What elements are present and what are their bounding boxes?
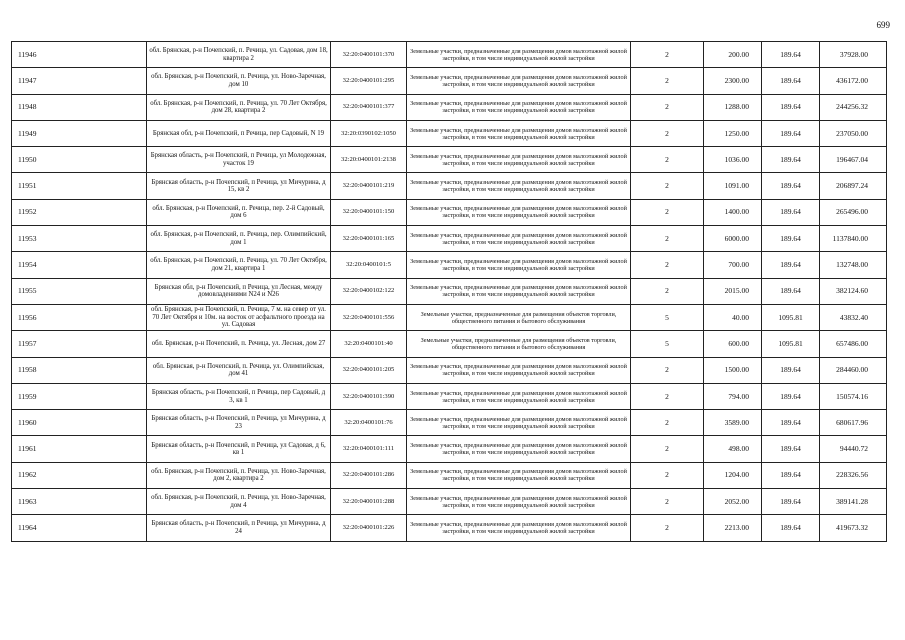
specific-value-cell: 189.64 — [762, 278, 820, 304]
specific-value-cell: 189.64 — [762, 515, 820, 541]
cadastral-value-cell: 436172.00 — [820, 68, 887, 94]
cadastral-number-cell: 32:20:0400101:219 — [331, 173, 407, 199]
area-cell: 498.00 — [704, 436, 762, 462]
specific-value-cell: 1095.81 — [762, 331, 820, 357]
group-cell: 2 — [631, 94, 704, 120]
cadastral-value-cell: 244256.32 — [820, 94, 887, 120]
cadastral-value-cell: 196467.04 — [820, 147, 887, 173]
cadastral-value-cell: 206897.24 — [820, 173, 887, 199]
area-cell: 2300.00 — [704, 68, 762, 94]
cadastral-number-cell: 32:20:0400101:5 — [331, 252, 407, 278]
table-row — [12, 278, 887, 304]
cadastral-value-cell: 680617.96 — [820, 410, 887, 436]
row-number: 11946 — [12, 42, 147, 68]
specific-value-cell: 189.64 — [762, 410, 820, 436]
land-use-cell: Земельные участки, предназначенные для размещения домов малоэтажной жилой застройки, в том числе индивидуальной жилой застройки — [407, 147, 631, 173]
specific-value-cell: 189.64 — [762, 489, 820, 515]
table-row — [12, 120, 887, 146]
land-use-cell: Земельные участки, предназначенные для размещения домов малоэтажной жилой застройки, в том числе индивидуальной жилой застройки — [407, 173, 631, 199]
cadastral-number-cell: 32:20:0400101:556 — [331, 304, 407, 330]
cadastral-value-cell: 237050.00 — [820, 120, 887, 146]
table-row — [12, 410, 887, 436]
address-cell: обл. Брянская, р-н Почепский, п. Речица, пер. Олимпийский, дом 1 — [147, 226, 331, 252]
address-cell: Брянская область, р-н Почепский, п Речица, ул Садовая, д 6, кв 1 — [147, 436, 331, 462]
group-cell: 2 — [631, 173, 704, 199]
cadastral-value-cell: 284460.00 — [820, 357, 887, 383]
cadastral-value-cell: 43832.40 — [820, 304, 887, 330]
address-cell: обл. Брянская, р-н Почепский, п. Речица, 7 м. на север от ул. 70 Лет Октября и 10м. на восток от асфальтного проезда на ул. Садовая — [147, 304, 331, 330]
group-cell: 2 — [631, 489, 704, 515]
row-number: 11950 — [12, 147, 147, 173]
cadastral-number-cell: 32:20:0400101:370 — [331, 42, 407, 68]
table-row — [12, 383, 887, 409]
group-cell: 5 — [631, 331, 704, 357]
specific-value-cell: 189.64 — [762, 42, 820, 68]
cadastral-number-cell: 32:20:0400101:165 — [331, 226, 407, 252]
group-cell: 2 — [631, 515, 704, 541]
specific-value-cell: 189.64 — [762, 173, 820, 199]
area-cell: 1204.00 — [704, 462, 762, 488]
area-cell: 3589.00 — [704, 410, 762, 436]
area-cell: 700.00 — [704, 252, 762, 278]
address-cell: Брянская область, р-н Почепский, п Речица, ул Мичурина, д 23 — [147, 410, 331, 436]
cadastral-value-cell: 389141.28 — [820, 489, 887, 515]
address-cell: обл. Брянская, р-н Почепский, п. Речица, ул. 70 Лет Октября, дом 28, квартира 2 — [147, 94, 331, 120]
area-cell: 2052.00 — [704, 489, 762, 515]
land-use-cell: Земельные участки, предназначенные для размещения домов малоэтажной жилой застройки, в том числе индивидуальной жилой застройки — [407, 94, 631, 120]
table-row — [12, 42, 887, 68]
specific-value-cell: 189.64 — [762, 383, 820, 409]
land-use-cell: Земельные участки, предназначенные для размещения домов малоэтажной жилой застройки, в том числе индивидуальной жилой застройки — [407, 252, 631, 278]
address-cell: обл. Брянская, р-н Почепский, п. Речица, ул. Олимпийская, дом 41 — [147, 357, 331, 383]
group-cell: 2 — [631, 462, 704, 488]
area-cell: 1288.00 — [704, 94, 762, 120]
specific-value-cell: 189.64 — [762, 252, 820, 278]
cadastral-value-cell: 419673.32 — [820, 515, 887, 541]
address-cell: Брянская область, р-н Почепский, п Речица, пер Садовый, д 3, кв 1 — [147, 383, 331, 409]
specific-value-cell: 189.64 — [762, 462, 820, 488]
row-number: 11959 — [12, 383, 147, 409]
address-cell: обл. Брянская, р-н Почепский, п. Речица, ул. Садовая, дом 18, квартира 2 — [147, 42, 331, 68]
row-number: 11963 — [12, 489, 147, 515]
cadastral-value-cell: 1137840.00 — [820, 226, 887, 252]
group-cell: 2 — [631, 42, 704, 68]
cadastral-number-cell: 32:20:0400102:122 — [331, 278, 407, 304]
land-use-cell: Земельные участки, предназначенные для размещения домов малоэтажной жилой застройки, в том числе индивидуальной жилой застройки — [407, 226, 631, 252]
row-number: 11947 — [12, 68, 147, 94]
land-use-cell: Земельные участки, предназначенные для размещения домов малоэтажной жилой застройки, в том числе индивидуальной жилой застройки — [407, 199, 631, 225]
cadastral-number-cell: 32:20:0400101:2138 — [331, 147, 407, 173]
row-number: 11949 — [12, 120, 147, 146]
cadastral-number-cell: 32:20:0400101:390 — [331, 383, 407, 409]
group-cell: 2 — [631, 357, 704, 383]
address-cell: обл. Брянская, р-н Почепский, п. Речица, ул. Ново-Заречная, дом 10 — [147, 68, 331, 94]
row-number: 11954 — [12, 252, 147, 278]
group-cell: 2 — [631, 68, 704, 94]
group-cell: 2 — [631, 252, 704, 278]
group-cell: 2 — [631, 410, 704, 436]
group-cell: 2 — [631, 383, 704, 409]
page-number: 699 — [876, 20, 890, 30]
row-number: 11964 — [12, 515, 147, 541]
area-cell: 1500.00 — [704, 357, 762, 383]
table-body — [12, 42, 887, 542]
address-cell: обл. Брянская, р-н Почепский, п. Речица, ул. Ново-Заречная, дом 2, квартира 2 — [147, 462, 331, 488]
land-use-cell: Земельные участки, предназначенные для размещения домов малоэтажной жилой застройки, в том числе индивидуальной жилой застройки — [407, 410, 631, 436]
area-cell: 1400.00 — [704, 199, 762, 225]
specific-value-cell: 189.64 — [762, 226, 820, 252]
land-use-cell: Земельные участки, предназначенные для размещения объектов торговли, общественного питания и бытового обслуживания — [407, 304, 631, 330]
table-row — [12, 147, 887, 173]
address-cell: обл. Брянская, р-н Почепский, п. Речица, ул. 70 Лет Октября, дом 21, квартира 1 — [147, 252, 331, 278]
land-use-cell: Земельные участки, предназначенные для размещения домов малоэтажной жилой застройки, в том числе индивидуальной жилой застройки — [407, 489, 631, 515]
land-use-cell: Земельные участки, предназначенные для размещения домов малоэтажной жилой застройки, в том числе индивидуальной жилой застройки — [407, 462, 631, 488]
cadastral-value-cell: 132748.00 — [820, 252, 887, 278]
table-row — [12, 304, 887, 330]
address-cell: обл. Брянская, р-н Почепский, п. Речица, ул. Лесная, дом 27 — [147, 331, 331, 357]
land-registry-table — [11, 41, 887, 542]
cadastral-value-cell: 37928.00 — [820, 42, 887, 68]
land-use-cell: Земельные участки, предназначенные для размещения объектов торговли, общественного питания и бытового обслуживания — [407, 331, 631, 357]
row-number: 11960 — [12, 410, 147, 436]
table-row — [12, 357, 887, 383]
cadastral-value-cell: 382124.60 — [820, 278, 887, 304]
address-cell: Брянская область, р-н Почепский, п Речица, ул Молодежная, участок 19 — [147, 147, 331, 173]
area-cell: 40.00 — [704, 304, 762, 330]
row-number: 11958 — [12, 357, 147, 383]
specific-value-cell: 189.64 — [762, 199, 820, 225]
table-row — [12, 173, 887, 199]
specific-value-cell: 189.64 — [762, 357, 820, 383]
specific-value-cell: 189.64 — [762, 68, 820, 94]
cadastral-number-cell: 32:20:0400101:40 — [331, 331, 407, 357]
specific-value-cell: 189.64 — [762, 147, 820, 173]
land-use-cell: Земельные участки, предназначенные для размещения домов малоэтажной жилой застройки, в том числе индивидуальной жилой застройки — [407, 357, 631, 383]
cadastral-number-cell: 32:20:0400101:111 — [331, 436, 407, 462]
table-row — [12, 462, 887, 488]
cadastral-value-cell: 657486.00 — [820, 331, 887, 357]
table-row — [12, 436, 887, 462]
group-cell: 2 — [631, 199, 704, 225]
group-cell: 2 — [631, 120, 704, 146]
cadastral-number-cell: 32:20:0400101:226 — [331, 515, 407, 541]
address-cell: Брянская обл, р-н Почепский, п Речица, ул Лесная, между домовладениями N24 и N26 — [147, 278, 331, 304]
area-cell: 2213.00 — [704, 515, 762, 541]
group-cell: 2 — [631, 436, 704, 462]
cadastral-number-cell: 32:20:0390102:1050 — [331, 120, 407, 146]
row-number: 11956 — [12, 304, 147, 330]
row-number: 11951 — [12, 173, 147, 199]
table-row — [12, 199, 887, 225]
address-cell: Брянская обл, р-н Почепский, п Речица, пер Садовый, N 19 — [147, 120, 331, 146]
land-use-cell: Земельные участки, предназначенные для размещения домов малоэтажной жилой застройки, в том числе индивидуальной жилой застройки — [407, 278, 631, 304]
group-cell: 5 — [631, 304, 704, 330]
specific-value-cell: 189.64 — [762, 94, 820, 120]
specific-value-cell: 1095.81 — [762, 304, 820, 330]
group-cell: 2 — [631, 147, 704, 173]
row-number: 11948 — [12, 94, 147, 120]
area-cell: 1091.00 — [704, 173, 762, 199]
land-use-cell: Земельные участки, предназначенные для размещения домов малоэтажной жилой застройки, в том числе индивидуальной жилой застройки — [407, 515, 631, 541]
row-number: 11952 — [12, 199, 147, 225]
area-cell: 6000.00 — [704, 226, 762, 252]
address-cell: обл. Брянская, р-н Почепский, п. Речица, ул. Ново-Заречная, дом 4 — [147, 489, 331, 515]
cadastral-number-cell: 32:20:0400101:150 — [331, 199, 407, 225]
area-cell: 1036.00 — [704, 147, 762, 173]
specific-value-cell: 189.64 — [762, 120, 820, 146]
area-cell: 2015.00 — [704, 278, 762, 304]
land-use-cell: Земельные участки, предназначенные для размещения домов малоэтажной жилой застройки, в том числе индивидуальной жилой застройки — [407, 42, 631, 68]
cadastral-value-cell: 94440.72 — [820, 436, 887, 462]
cadastral-value-cell: 265496.00 — [820, 199, 887, 225]
area-cell: 1250.00 — [704, 120, 762, 146]
table-row — [12, 489, 887, 515]
row-number: 11961 — [12, 436, 147, 462]
cadastral-number-cell: 32:20:0400101:76 — [331, 410, 407, 436]
cadastral-number-cell: 32:20:0400101:377 — [331, 94, 407, 120]
table-row — [12, 252, 887, 278]
land-use-cell: Земельные участки, предназначенные для размещения домов малоэтажной жилой застройки, в том числе индивидуальной жилой застройки — [407, 436, 631, 462]
specific-value-cell: 189.64 — [762, 436, 820, 462]
table-row — [12, 226, 887, 252]
cadastral-value-cell: 228326.56 — [820, 462, 887, 488]
land-use-cell: Земельные участки, предназначенные для размещения домов малоэтажной жилой застройки, в том числе индивидуальной жилой застройки — [407, 120, 631, 146]
row-number: 11962 — [12, 462, 147, 488]
area-cell: 794.00 — [704, 383, 762, 409]
cadastral-number-cell: 32:20:0400101:286 — [331, 462, 407, 488]
table-row — [12, 331, 887, 357]
address-cell: Брянская область, р-н Почепский, п Речица, ул Мичурина, д 15, кв 2 — [147, 173, 331, 199]
group-cell: 2 — [631, 226, 704, 252]
land-use-cell: Земельные участки, предназначенные для размещения домов малоэтажной жилой застройки, в том числе индивидуальной жилой застройки — [407, 383, 631, 409]
table-row — [12, 68, 887, 94]
land-use-cell: Земельные участки, предназначенные для размещения домов малоэтажной жилой застройки, в том числе индивидуальной жилой застройки — [407, 68, 631, 94]
cadastral-number-cell: 32:20:0400101:295 — [331, 68, 407, 94]
cadastral-value-cell: 150574.16 — [820, 383, 887, 409]
area-cell: 600.00 — [704, 331, 762, 357]
cadastral-number-cell: 32:20:0400101:205 — [331, 357, 407, 383]
row-number: 11955 — [12, 278, 147, 304]
table-row — [12, 94, 887, 120]
address-cell: обл. Брянская, р-н Почепский, п. Речица, пер. 2-й Садовый, дом 6 — [147, 199, 331, 225]
area-cell: 200.00 — [704, 42, 762, 68]
row-number: 11957 — [12, 331, 147, 357]
row-number: 11953 — [12, 226, 147, 252]
group-cell: 2 — [631, 278, 704, 304]
cadastral-number-cell: 32:20:0400101:288 — [331, 489, 407, 515]
table-row — [12, 515, 887, 541]
address-cell: Брянская область, р-н Почепский, п Речица, ул Мичурина, д 24 — [147, 515, 331, 541]
